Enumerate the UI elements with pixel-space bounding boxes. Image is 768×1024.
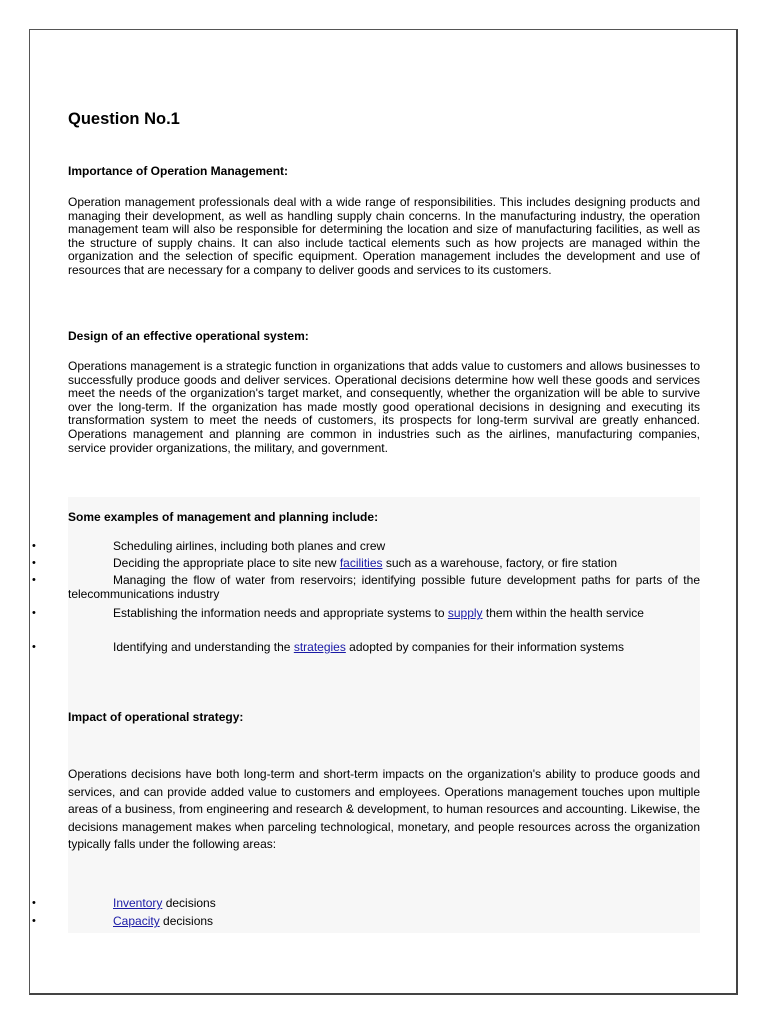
section-heading-design: Design of an effective operational system:: [68, 329, 309, 343]
capacity-link[interactable]: Capacity: [113, 914, 160, 928]
bullet-icon: •: [32, 574, 36, 586]
document-page: [29, 29, 738, 995]
section-heading-examples: Some examples of management and planning include:: [68, 510, 379, 524]
paragraph-importance: Operation management professionals deal with a wide range of responsibilities. This includes designing products and managing their development, as well as handling supply chain concerns. In the manufacturing industry, the operation management team will also be responsible for determining the location and size of manufacturing facilities, as well as the structure of supply chains. It can also include tactical elements such as how projects are managed within the organization and the selection of specific equipment. Operation management includes the development and use of resources that are necessary for a company to deliver goods and services to its customers.: [68, 195, 700, 277]
list-item: Inventory decisions: [113, 896, 216, 910]
list-item: Scheduling airlines, including both planes and crew: [113, 539, 386, 553]
facilities-link[interactable]: facilities: [339, 556, 383, 570]
paragraph-design: Operations management is a strategic function in organizations that adds value to customers and allows businesses to successfully produce goods and deliver services. Operational decisions determine how well these goods and services meet the needs of the organization's target market, and consequently, whether the organization will be able to survive over the long-term. If the organization has made mostly good operational decisions in designing and executing its transformation system to meet the needs of customers, its prospects for long-term survival are greatly enhanced. Operations management and planning are common in industries such as the airlines, manufacturing companies, service provider organizations, the military, and government.: [68, 359, 700, 455]
bullet-icon: •: [32, 607, 36, 619]
section-heading-impact: Impact of operational strategy:: [68, 710, 244, 724]
strategies-link[interactable]: strategies: [293, 640, 346, 654]
bullet-icon: •: [32, 557, 36, 569]
list-item: Establishing the information needs and appropriate systems to supply them within the health service: [113, 606, 644, 620]
page-title: Question No.1: [68, 110, 180, 128]
bullet-icon: •: [32, 641, 36, 653]
section-heading-importance: Importance of Operation Management:: [68, 164, 289, 178]
list-item: Deciding the appropriate place to site new facilities such as a warehouse, factory, or fire station: [113, 556, 618, 570]
inventory-link[interactable]: Inventory: [113, 896, 163, 910]
list-item: Capacity decisions: [113, 914, 214, 928]
bullet-icon: •: [32, 897, 36, 909]
list-item: Identifying and understanding the strategies adopted by companies for their information systems: [113, 640, 624, 654]
paragraph-impact: Operations decisions have both long-term and short-term impacts on the organization's ability to produce goods and services, and can provide added value to customers and employees. Operations management touches upon multiple areas of a business, from engineering and research & development, to human resources and accounting. Likewise, the decisions management makes when parceling technological, monetary, and people resources across the organization typically falls under the following areas:: [68, 767, 700, 851]
bullet-icon: •: [32, 540, 36, 552]
list-item: Managing the flow of water from reservoirs; identifying possible future development paths for parts of the telecommunications industry: [68, 573, 700, 601]
supply-link[interactable]: supply: [447, 606, 483, 620]
bullet-icon: •: [32, 915, 36, 927]
